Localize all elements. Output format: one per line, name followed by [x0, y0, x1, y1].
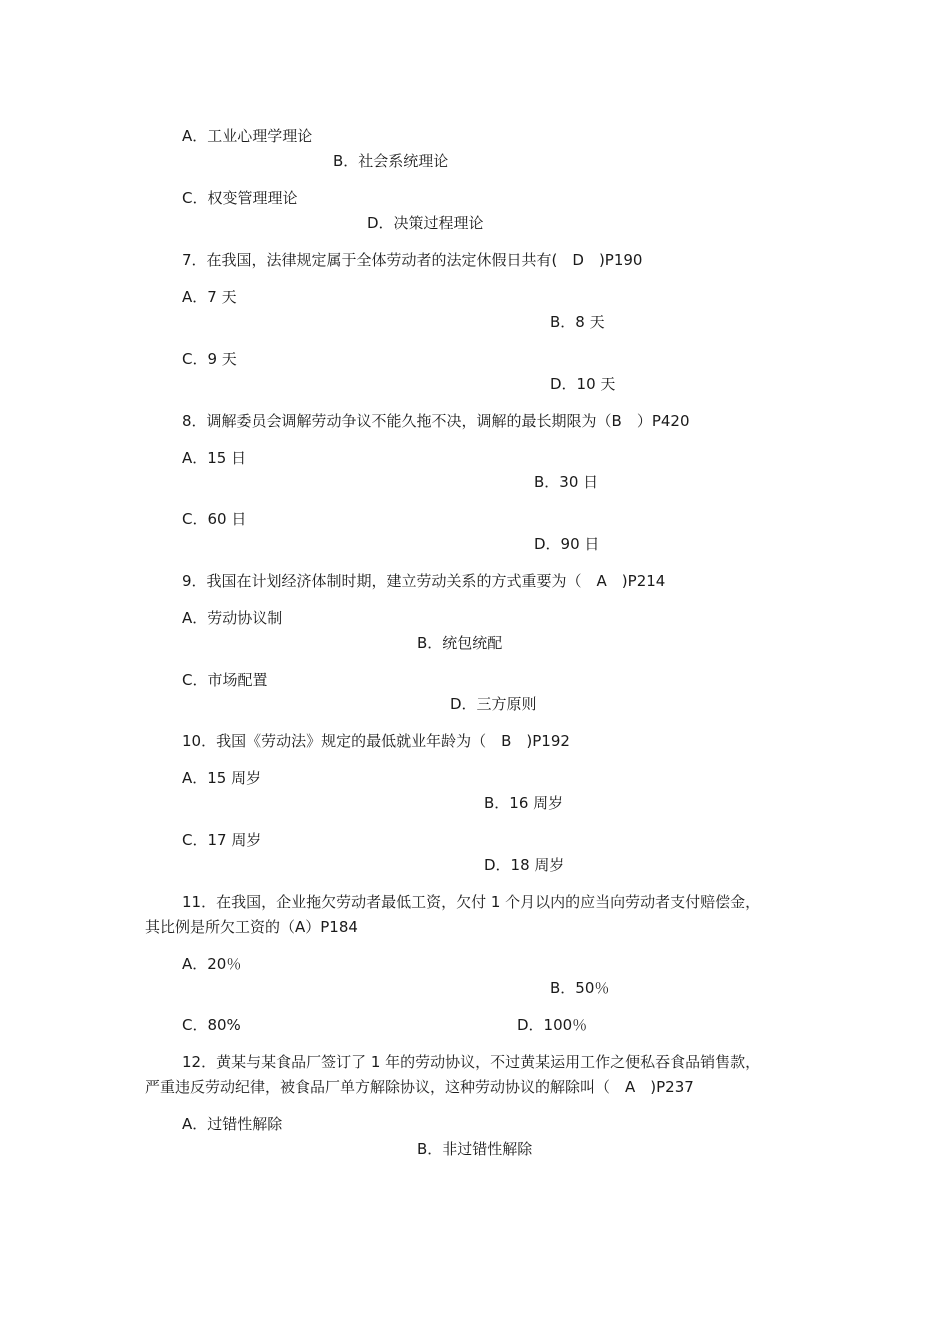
- option-b: B．8 天: [550, 313, 605, 331]
- option-d: D．决策过程理论: [367, 214, 484, 232]
- question-text: 8．调解委员会调解劳动争议不能久拖不决，调解的最长期限为（B ）P420: [182, 412, 690, 430]
- option-c: C．9 天: [182, 350, 237, 368]
- option-b: B．社会系统理论: [333, 152, 449, 170]
- option-a: A．15 日: [182, 449, 247, 467]
- option-c: C．权变管理理论: [182, 189, 298, 207]
- question-text: 9．我国在计划经济体制时期，建立劳动关系的方式重要为（ A )P214: [182, 572, 666, 590]
- option-a: A．过错性解除: [182, 1115, 283, 1133]
- question-text: 7．在我国，法律规定属于全体劳动者的法定休假日共有( D )P190: [182, 251, 643, 269]
- option-b: B．16 周岁: [484, 794, 564, 812]
- option-c: C．60 日: [182, 510, 247, 528]
- question-text-line-2: 其比例是所欠工资的（A）P184: [145, 918, 358, 936]
- option-c: C．80%: [182, 1016, 241, 1034]
- question-text-line-1: 11．在我国，企业拖欠劳动者最低工资，欠付 1 个月以内的应当向劳动者支付赔偿金，: [182, 893, 761, 911]
- question-text-line-1: 12．黄某与某食品厂签订了 1 年的劳动协议，不过黄某运用工作之便私吞食品销售款，: [182, 1053, 761, 1071]
- option-d: D．90 日: [534, 535, 600, 553]
- question-text-line-2: 严重违反劳动纪律，被食品厂单方解除协议，这种劳动协议的解除叫（ A )P237: [145, 1078, 694, 1096]
- option-d: D．100％: [517, 1016, 588, 1034]
- option-d: D．三方原则: [450, 695, 537, 713]
- option-a: A．工业心理学理论: [182, 127, 313, 145]
- option-b: B．统包统配: [417, 634, 503, 652]
- option-a: A．15 周岁: [182, 769, 262, 787]
- option-a: A．20％: [182, 955, 242, 973]
- option-b: B．50％: [550, 979, 610, 997]
- option-c: C．市场配置: [182, 671, 268, 689]
- option-d: D．18 周岁: [484, 856, 565, 874]
- option-b: B．非过错性解除: [417, 1140, 533, 1158]
- option-a: A．劳动协议制: [182, 609, 283, 627]
- option-c: C．17 周岁: [182, 831, 262, 849]
- option-b: B．30 日: [534, 473, 599, 491]
- option-d: D．10 天: [550, 375, 616, 393]
- option-a: A．7 天: [182, 288, 237, 306]
- question-text: 10．我国《劳动法》规定的最低就业年龄为（ B )P192: [182, 732, 570, 750]
